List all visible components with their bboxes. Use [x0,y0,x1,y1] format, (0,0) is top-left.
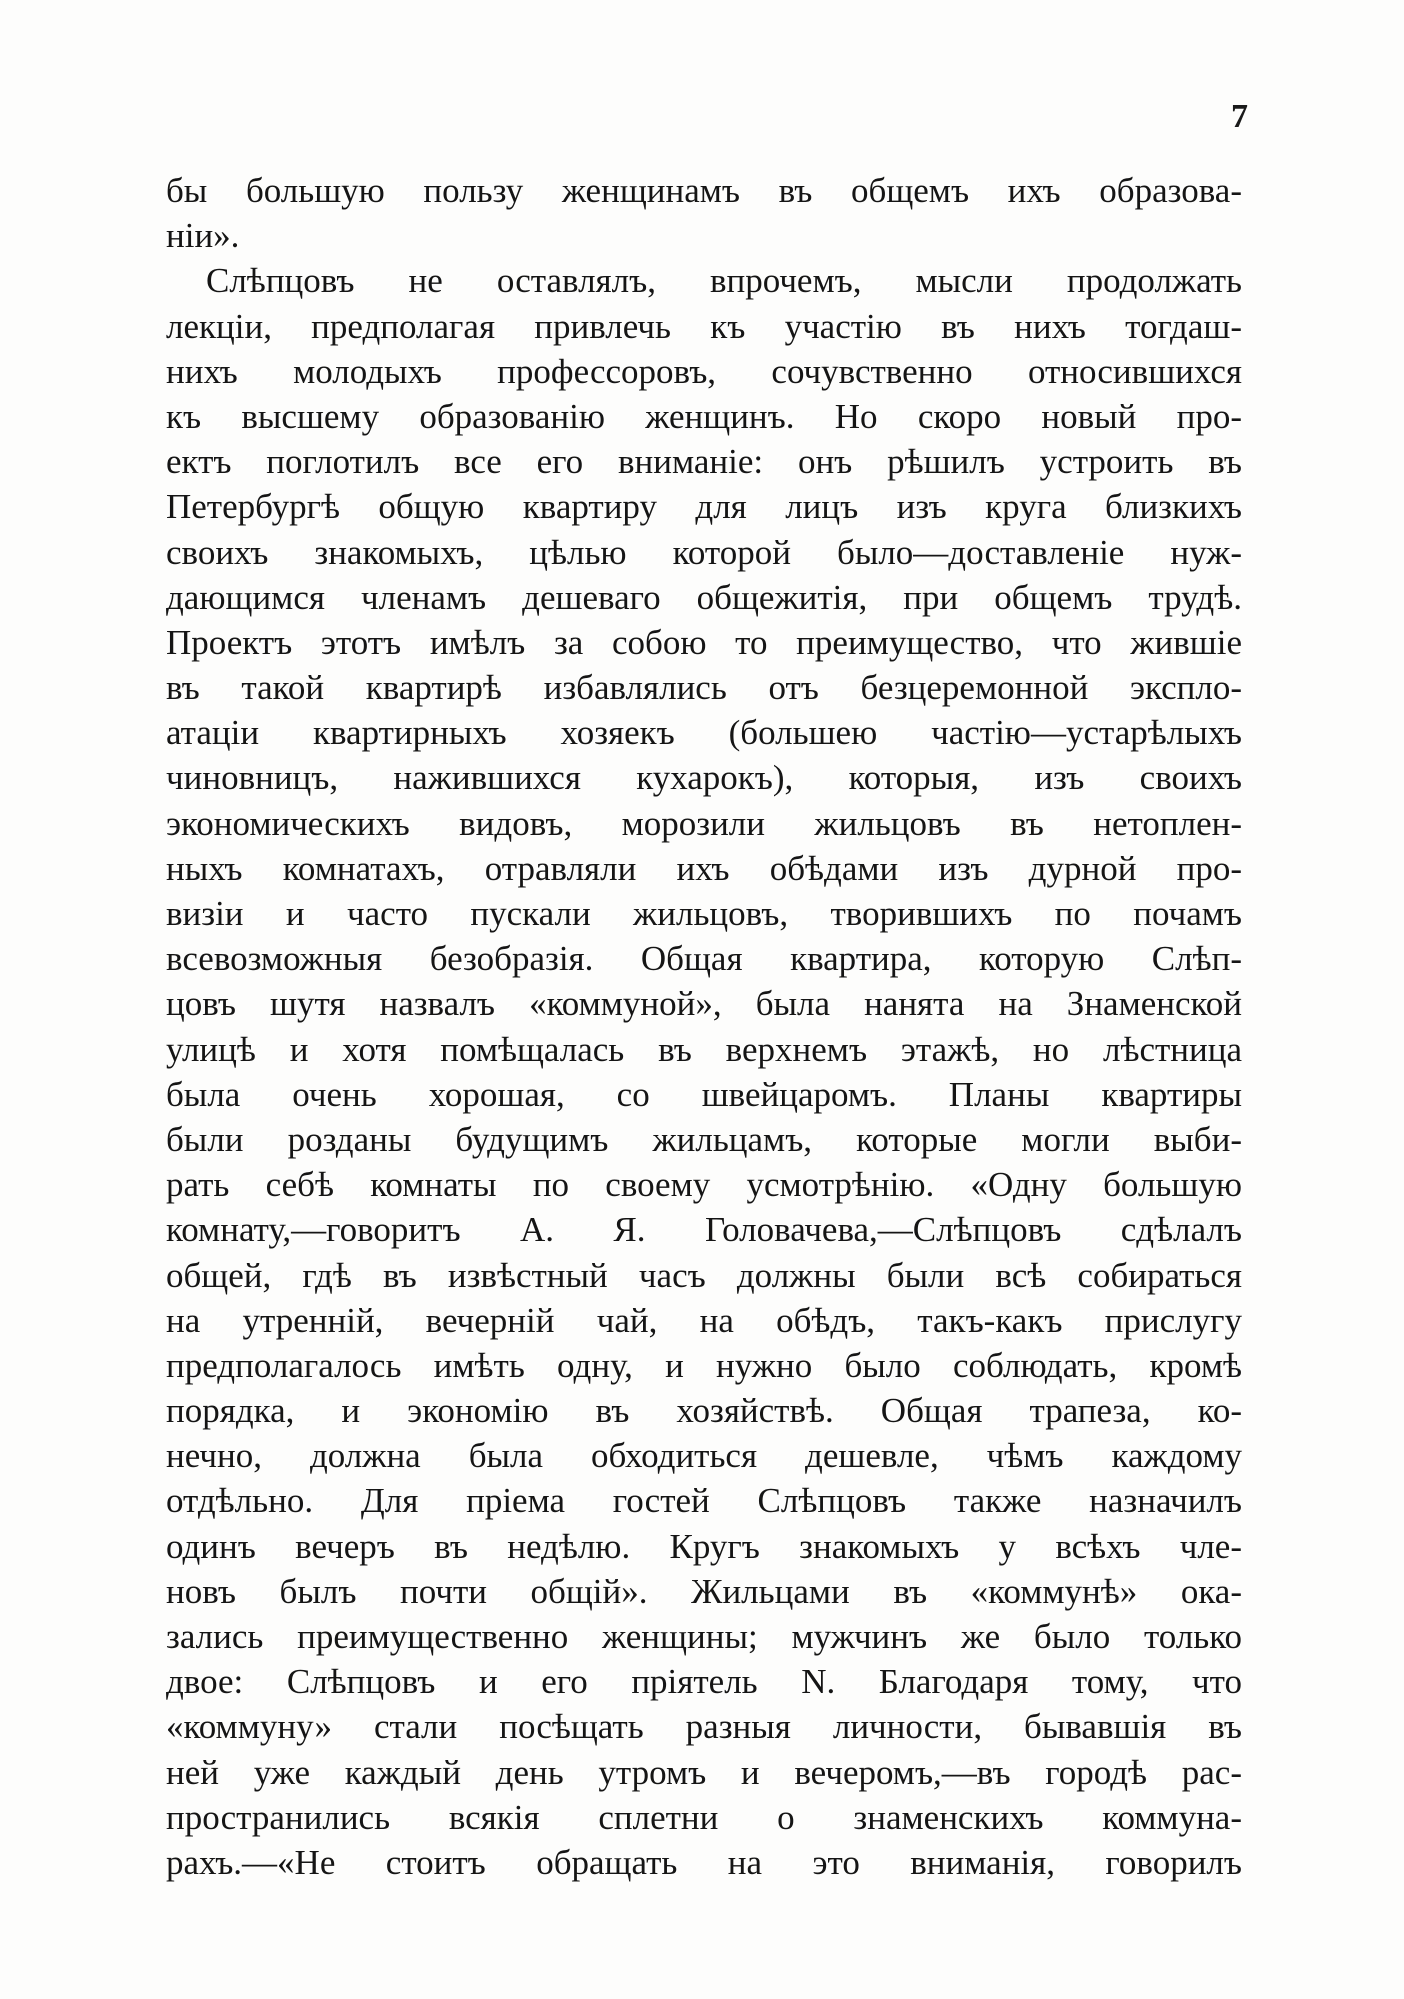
text-line: ней уже каждый день утромъ и вечеромъ,—въ городѣ рас- [166,1752,1242,1792]
text-line: отдѣльно. Для пріема гостей Слѣпцовъ также назначилъ [166,1481,1242,1521]
text-line: на утренній, вечерній чай, на обѣдъ, такъ-какъ прислугу [166,1300,1242,1340]
text-line: ніи». [166,216,240,256]
text-line: лекціи, предполагая привлечь къ участію въ нихъ тогдаш- [166,306,1242,346]
text-line: Слѣпцовъ не оставлялъ, впрочемъ, мысли продолжать [206,261,1242,301]
text-line: пространились всякія сплетни о знаменскихъ коммуна- [166,1797,1242,1837]
text-line: «коммуну» стали посѣщать разныя личности, бывавшія въ [166,1707,1242,1747]
text-line: атаціи квартирныхъ хозяекъ (большею частію—устарѣлыхъ [166,713,1242,753]
text-line: ныхъ комнатахъ, отравляли ихъ обѣдами изъ дурной про- [166,848,1242,888]
text-line: экономическихъ видовъ, морозили жильцовъ въ нетоплен- [166,803,1242,843]
text-line: Петербургѣ общую квартиру для лицъ изъ круга близкихъ [166,487,1242,527]
text-line: бы большую пользу женщинамъ въ общемъ ихъ образова- [166,171,1242,210]
text-line: предполагалось имѣть одну, и нужно было соблюдать, кромѣ [166,1345,1242,1385]
page-number: 7 [1231,98,1248,135]
text-line: были розданы будущимъ жильцамъ, которые могли выби- [166,1119,1242,1159]
text-line: улицѣ и хотя помѣщалась въ верхнемъ этажѣ, но лѣстница [166,1029,1242,1069]
text-line: комнату,—говоритъ А. Я. Головачева,—Слѣпцовъ сдѣлалъ [166,1210,1242,1250]
body-text [166,168,1242,1885]
text-line: порядка, и экономію въ хозяйствѣ. Общая трапеза, ко- [166,1391,1242,1431]
text-line: чиновницъ, нажившихся кухарокъ), которыя, изъ своихъ [166,758,1242,798]
text-line: своихъ знакомыхъ, цѣлью которой было—доставленіе нуж- [166,532,1242,572]
text-line: Проектъ этотъ имѣлъ за собою то преимущество, что жившіе [166,622,1242,662]
text-line: рахъ.—«Не стоитъ обращать на это вниманія, говорилъ [166,1842,1242,1882]
text-line: общей, гдѣ въ извѣстный часъ должны были всѣ собираться [166,1255,1242,1295]
text-line: ектъ поглотилъ все его вниманіе: онъ рѣшилъ устроить въ [166,442,1242,482]
text-line: новъ былъ почти общій». Жильцами въ «коммунѣ» ока- [166,1571,1242,1611]
text-line: нихъ молодыхъ профессоровъ, сочувственно относившихся [166,351,1242,391]
text-line: рать себѣ комнаты по своему усмотрѣнію. «Одну большую [166,1165,1242,1205]
text-line: въ такой квартирѣ избавлялись отъ безцеремонной эксплo- [166,668,1242,708]
text-line: двое: Слѣпцовъ и его пріятель N. Благодаря тому, что [166,1662,1242,1702]
text-line: одинъ вечеръ въ недѣлю. Кругъ знакомыхъ у всѣхъ чле- [166,1526,1242,1566]
text-line: дающимся членамъ дешеваго общежитія, при общемъ трудѣ. [166,577,1242,617]
text-line: цовъ шутя назвалъ «коммуной», была нанята на Знаменской [166,984,1242,1024]
text-line: визіи и часто пускали жильцовъ, творившихъ по почамъ [166,894,1242,933]
text-line: зались преимущественно женщины; мужчинъ же было только [166,1617,1242,1656]
text-line: къ высшему образованію женщинъ. Но скоро новый про- [166,396,1242,436]
text-line: нечно, должна была обходиться дешевле, чѣмъ каждому [166,1436,1242,1476]
text-line: всевозможныя безобразія. Общая квартира, которую Слѣп- [166,939,1242,979]
text-line: была очень хорошая, со швейцаромъ. Планы квартиры [166,1074,1242,1114]
